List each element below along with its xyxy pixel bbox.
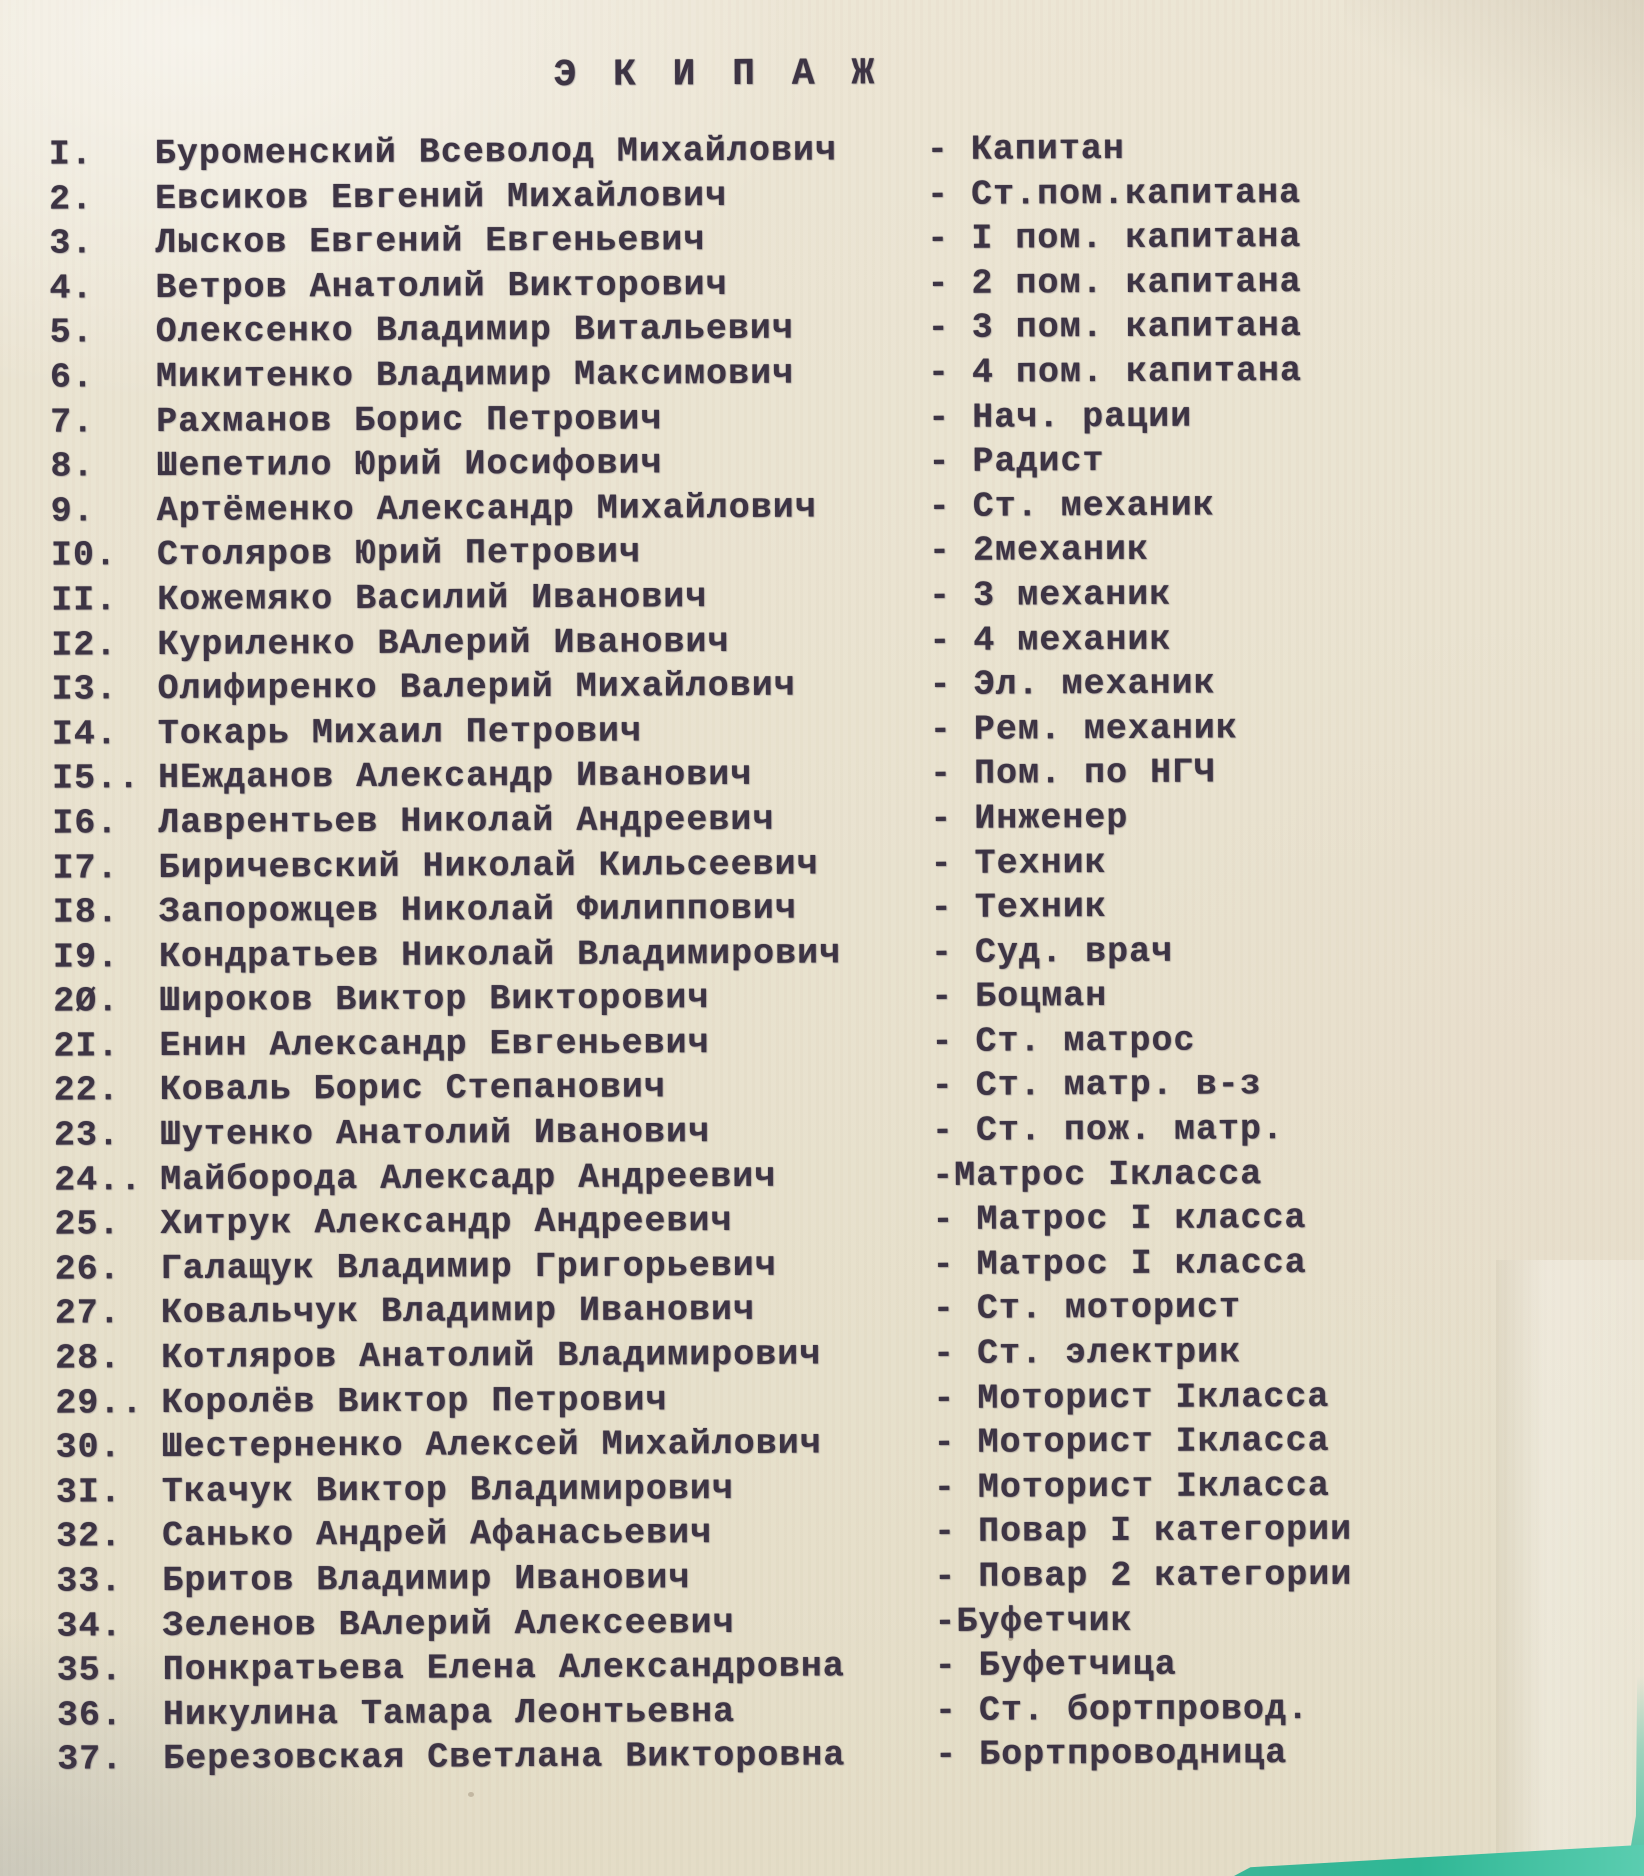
crew-name: Хитрук Александр Андреевич — [160, 1201, 733, 1245]
crew-name: Биричевский Николай Кильсеевич — [158, 844, 819, 888]
crew-name: Лаврентьев Николай Андреевич — [158, 799, 775, 843]
crew-number: 2. — [48, 178, 94, 220]
crew-name: Понкратьева Елена Александровна — [162, 1646, 845, 1691]
crew-name: Шутенко Анатолий Иванович — [159, 1112, 711, 1156]
crew-role: - 4 механик — [929, 619, 1172, 661]
crew-role: - 2 пом. капитана — [927, 261, 1302, 304]
crew-name: Олифиренко Валерий Михайлович — [157, 665, 796, 710]
crew-number: 29.. — [55, 1382, 144, 1424]
crew-role: - Ст. механик — [928, 485, 1215, 527]
crew-role: - Эл. механик — [929, 663, 1216, 706]
crew-number: I0. — [50, 535, 118, 576]
crew-role: - Радист — [928, 441, 1105, 483]
crew-number: 30. — [55, 1427, 122, 1468]
crew-role: - Ст. бортпровод. — [934, 1688, 1310, 1731]
crew-number: 33. — [56, 1561, 123, 1602]
crew-role: - Ст. матр. в-з — [931, 1064, 1262, 1107]
crew-role: -Буфетчик — [934, 1600, 1133, 1642]
crew-number: 36. — [56, 1694, 124, 1736]
crew-role: - Ст. моторист — [932, 1287, 1242, 1330]
crew-role: - 3 пом. капитана — [927, 306, 1302, 349]
crew-number: 37. — [57, 1739, 124, 1780]
crew-name: Майборода Алексадр Андреевич — [160, 1156, 777, 1200]
crew-number: I8. — [52, 892, 119, 933]
crew-name: Березовская Светлана Викторовна — [163, 1735, 846, 1780]
crew-number: 27. — [54, 1293, 121, 1335]
crew-number: 26. — [54, 1249, 121, 1290]
crew-name: Артёменко Александр Михайлович — [156, 487, 817, 531]
crew-number: I3. — [51, 669, 118, 710]
crew-number: 35. — [56, 1650, 123, 1691]
crew-role: - Рем. механик — [929, 708, 1238, 750]
crew-role: - Матрос I класса — [932, 1242, 1307, 1285]
crew-name: Котляров Анатолий Владимирович — [161, 1334, 822, 1379]
crew-name: Микитенко Владимир Максимович — [155, 353, 795, 397]
crew-list — [49, 124, 1618, 1782]
crew-name: Бритов Владимир Иванович — [162, 1558, 691, 1602]
crew-role: - Пом. по НГЧ — [929, 752, 1217, 795]
crew-role: - Бортпроводница — [935, 1733, 1288, 1776]
crew-name: НЕжданов Александр Иванович — [157, 755, 753, 799]
crew-name: Столяров Юрий Петрович — [156, 532, 642, 576]
crew-name: Олексенко Владимир Витальевич — [155, 309, 794, 353]
crew-number: 9. — [50, 491, 95, 532]
crew-number: 2I. — [53, 1026, 120, 1067]
crew-role: - Нач. рации — [928, 396, 1193, 438]
crew-number: I4. — [51, 713, 118, 755]
crew-role: - 2механик — [928, 530, 1150, 572]
crew-role: - Ст.пом.капитана — [926, 172, 1302, 215]
crew-name: Широков Виктор Викторович — [159, 978, 710, 1022]
crew-number: 22. — [53, 1070, 120, 1112]
crew-number: I7. — [52, 847, 119, 889]
crew-role: -Матрос Iкласса — [932, 1153, 1263, 1196]
crew-role: - I пом. капитана — [927, 217, 1302, 260]
crew-role: - Капитан — [926, 128, 1125, 170]
crew-name: Галащук Владимир Григорьевич — [160, 1245, 777, 1289]
crew-name: Евсиков Евгений Михайлович — [154, 175, 728, 219]
crew-role: - Моторист Iкласса — [933, 1465, 1330, 1508]
page-title: Э К И П А Ж — [553, 52, 882, 97]
crew-name: Токарь Михаил Петрович — [157, 711, 643, 754]
crew-number: I6. — [52, 803, 119, 844]
crew-number: 6. — [49, 357, 95, 398]
crew-number: I2. — [51, 624, 118, 666]
crew-name: Запорожцев Николай Филиппович — [158, 888, 797, 933]
crew-number: 28. — [55, 1338, 122, 1379]
crew-name: Королёв Виктор Петрович — [161, 1379, 668, 1423]
crew-role: - Ст. электрик — [932, 1332, 1242, 1375]
crew-number: 2Ø. — [53, 981, 120, 1022]
crew-name: Шестерненко Алексей Михайлович — [161, 1423, 822, 1468]
crew-row — [57, 1730, 1617, 1783]
crew-number: 23. — [53, 1115, 121, 1156]
crew-name: Шепетило Юрий Иосифович — [156, 443, 663, 487]
crew-role: - Матрос I класса — [932, 1198, 1307, 1241]
crew-name: Ковальчук Владимир Иванович — [160, 1290, 756, 1334]
crew-number: 7. — [50, 401, 95, 443]
crew-role: - Боцман — [931, 976, 1108, 1018]
crew-name: Ветров Анатолий Викторович — [155, 264, 728, 308]
crew-role: - Повар I категории — [933, 1510, 1353, 1553]
crew-number: 4. — [49, 268, 94, 309]
crew-role: - Техник — [930, 887, 1107, 929]
paper-speck — [468, 1792, 474, 1797]
crew-number: I9. — [52, 936, 120, 978]
crew-role: - Моторист Iкласса — [933, 1376, 1330, 1419]
crew-name: Никулина Тамара Леонтьевна — [162, 1691, 736, 1735]
crew-name: Кожемяко Василий Иванович — [157, 577, 708, 620]
crew-number: 32. — [55, 1516, 123, 1557]
crew-role: - 4 пом. капитана — [927, 350, 1303, 393]
crew-name: Куриленко ВАлерий Иванович — [157, 621, 730, 665]
crew-name: Зеленов ВАлерий Алексеевич — [162, 1602, 735, 1646]
crew-name: Ткачук Виктор Владимирович — [161, 1468, 735, 1512]
crew-number: 3. — [49, 223, 94, 264]
crew-number: 24.. — [54, 1159, 143, 1201]
crew-role: - Инженер — [930, 797, 1129, 839]
crew-role: - Ст. пож. матр. — [931, 1109, 1285, 1152]
crew-name: Санько Андрей Афанасьевич — [161, 1513, 713, 1557]
crew-role: - Моторист Iкласса — [933, 1421, 1330, 1464]
table-edge-green-bottom — [1234, 1836, 1644, 1876]
crew-number: 3I. — [55, 1472, 122, 1513]
crew-name: Коваль Борис Степанович — [159, 1067, 666, 1111]
crew-number: 5. — [49, 312, 94, 353]
crew-number: 8. — [50, 446, 95, 487]
crew-number: I5.. — [51, 758, 141, 799]
crew-number: 34. — [56, 1605, 123, 1647]
crew-role: - Суд. врач — [930, 931, 1174, 973]
crew-role: - Буфетчица — [934, 1644, 1177, 1687]
crew-role: - Повар 2 категории — [934, 1554, 1353, 1597]
crew-name: Кондратьев Николай Владимирович — [158, 933, 842, 977]
crew-name: Буроменский Всеволод Михайлович — [154, 130, 838, 175]
crew-role: - Ст. матрос — [931, 1020, 1196, 1062]
crew-role: - 3 механик — [929, 574, 1172, 616]
crew-name: Енин Александр Евгеньевич — [159, 1023, 710, 1066]
crew-number: I. — [48, 134, 93, 175]
crew-number: 25. — [54, 1204, 121, 1245]
crew-name: Лысков Евгений Евгеньевич — [155, 220, 706, 264]
crew-number: II. — [51, 580, 118, 621]
crew-name: Рахманов Борис Петрович — [156, 398, 663, 442]
crew-role: - Техник — [930, 842, 1107, 884]
table-edge-green-right — [1626, 1676, 1644, 1876]
